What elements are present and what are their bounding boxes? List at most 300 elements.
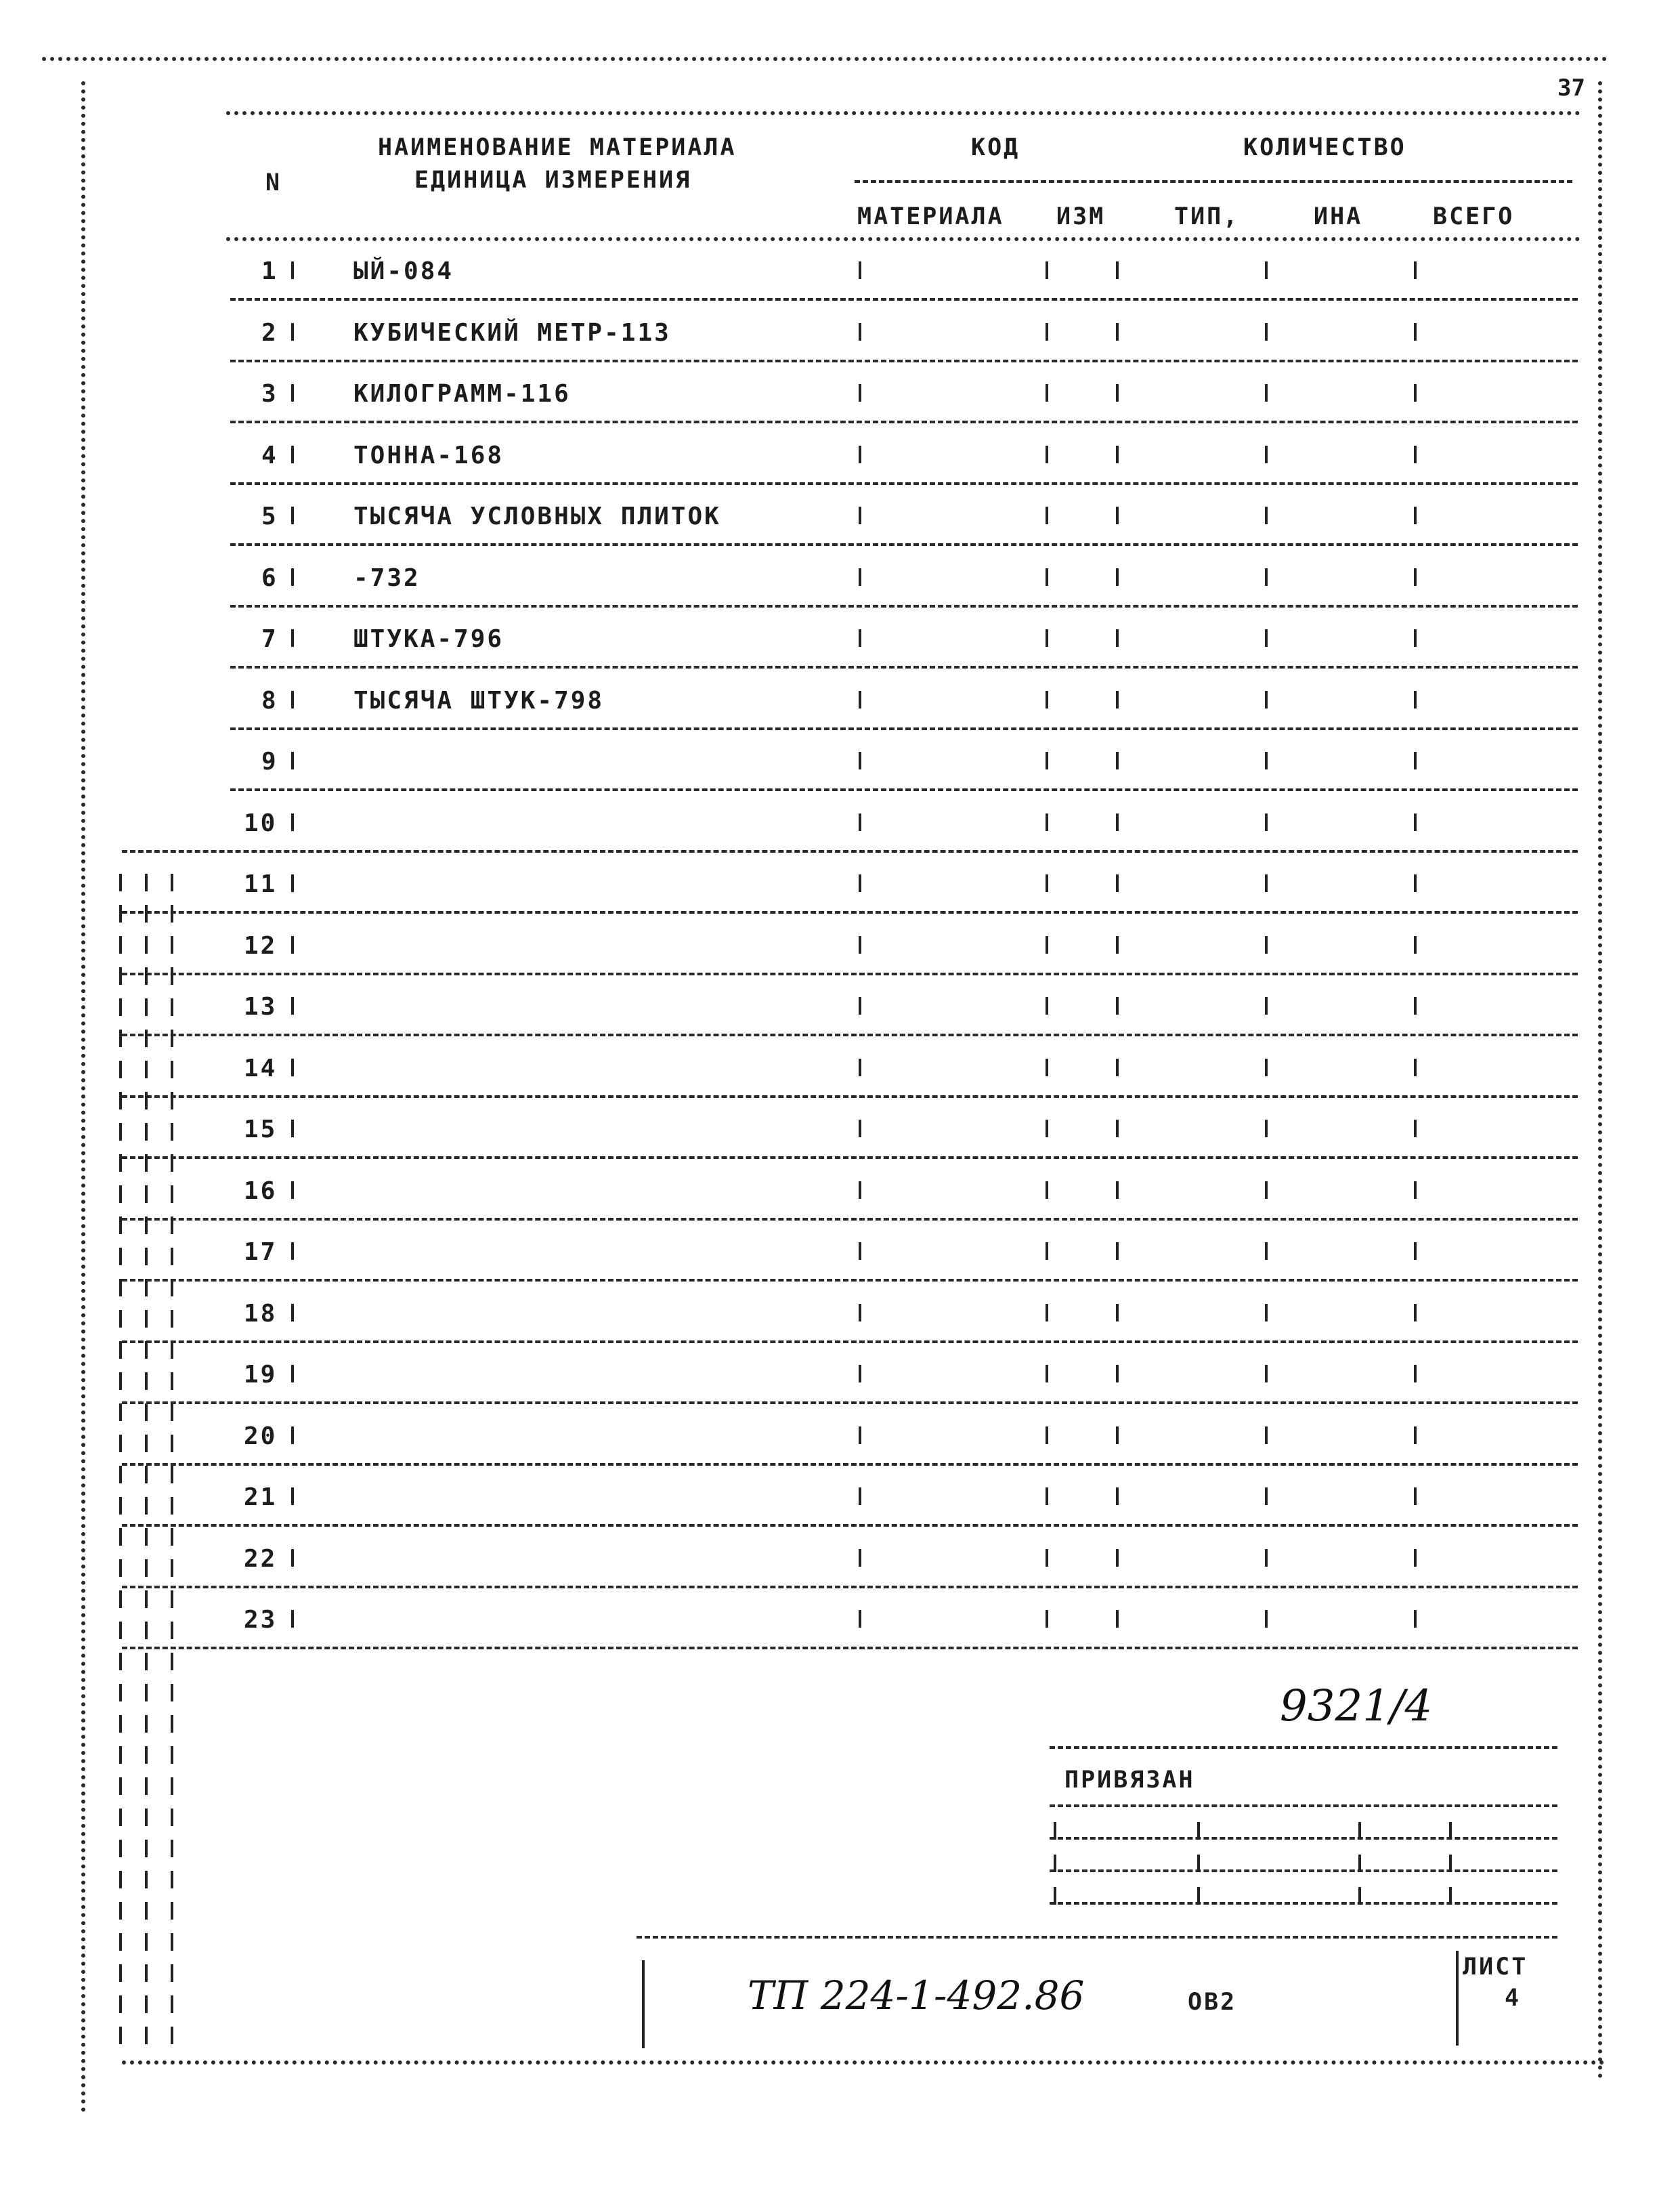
margin-tick — [119, 1964, 122, 1982]
margin-tick — [119, 1217, 122, 1234]
margin-tick — [119, 1092, 122, 1109]
cell-divider — [859, 1426, 861, 1444]
cell-divider — [859, 874, 861, 892]
header-name-line2: ЕДИНИЦА ИЗМЕРЕНИЯ — [414, 167, 692, 194]
stamp-tick — [1449, 1822, 1452, 1840]
margin-tick — [145, 1403, 148, 1421]
row-number: 21 — [244, 1483, 278, 1511]
cell-divider — [1414, 1242, 1417, 1260]
margin-tick — [119, 2027, 122, 2044]
cell-divider — [291, 1365, 294, 1382]
margin-tick — [145, 2027, 148, 2044]
cell-divider — [1265, 997, 1268, 1015]
cell-divider — [859, 1304, 861, 1321]
row-separator — [230, 727, 1578, 730]
cell-divider — [1116, 1365, 1119, 1382]
margin-tick — [145, 1030, 148, 1047]
cell-divider — [1414, 1549, 1417, 1567]
row-number: 17 — [244, 1238, 278, 1266]
margin-tick — [145, 1092, 148, 1109]
row-number: 15 — [244, 1116, 278, 1143]
cell-divider — [1116, 1181, 1119, 1199]
cell-divider — [1046, 261, 1048, 279]
margin-tick — [119, 1341, 122, 1359]
margin-tick — [171, 1341, 173, 1359]
cell-divider — [859, 1610, 861, 1628]
cell-divider — [1414, 384, 1417, 402]
stamp-tick — [1054, 1887, 1056, 1905]
cell-divider — [1265, 691, 1268, 708]
row-number: 7 — [261, 625, 278, 653]
row-number: 5 — [261, 503, 278, 530]
row-name: ТЫСЯЧА ШТУК-798 — [353, 687, 605, 715]
row-separator — [122, 1524, 1578, 1527]
row-separator — [230, 666, 1578, 669]
cell-divider — [291, 752, 294, 769]
stamp-line-4 — [1050, 1869, 1557, 1872]
cell-divider — [1046, 1426, 1048, 1444]
margin-tick — [171, 1528, 173, 1546]
cell-divider — [291, 568, 294, 586]
margin-tick — [145, 936, 148, 954]
cell-divider — [1116, 936, 1119, 954]
cell-divider — [1046, 1120, 1048, 1137]
margin-tick — [171, 1653, 173, 1670]
cell-divider — [1116, 691, 1119, 708]
margin-tick — [171, 1310, 173, 1328]
stamp-tick — [1197, 1855, 1200, 1872]
cell-divider — [291, 874, 294, 892]
margin-tick — [145, 1341, 148, 1359]
header-vsego: ВСЕГО — [1433, 203, 1515, 230]
margin-tick — [145, 1933, 148, 1951]
row-separator — [122, 850, 1578, 853]
margin-tick — [145, 1559, 148, 1577]
row-name: КИЛОГРАММ-116 — [353, 380, 571, 408]
cell-divider — [1265, 1304, 1268, 1321]
row-number: 11 — [244, 870, 278, 898]
margin-tick — [119, 1746, 122, 1764]
margin-tick — [119, 1248, 122, 1265]
stamp-right-line — [1456, 1951, 1459, 2046]
stamp-tick — [1449, 1887, 1452, 1905]
cell-divider — [1116, 323, 1119, 341]
margin-tick — [171, 1497, 173, 1515]
cell-divider — [1265, 1487, 1268, 1505]
cell-divider — [859, 1487, 861, 1505]
cell-divider — [1116, 629, 1119, 647]
header-tip: ТИП, — [1174, 203, 1240, 230]
stamp-tick — [1358, 1855, 1361, 1872]
row-name: ТЫСЯЧА УСЛОВНЫХ ПЛИТОК — [353, 503, 721, 530]
cell-divider — [1414, 507, 1417, 524]
cell-divider — [291, 446, 294, 463]
row-number: 8 — [261, 687, 278, 715]
margin-tick — [119, 1435, 122, 1452]
margin-tick — [171, 1248, 173, 1265]
margin-tick — [171, 1185, 173, 1203]
bottom-border — [122, 2060, 1605, 2065]
row-name: ШТУКА-796 — [353, 625, 504, 653]
stamp-top-line — [1050, 1746, 1557, 1749]
cell-divider — [1414, 1610, 1417, 1628]
cell-divider — [859, 1365, 861, 1382]
cell-divider — [1116, 752, 1119, 769]
margin-tick — [171, 1871, 173, 1888]
cell-divider — [859, 629, 861, 647]
cell-divider — [291, 261, 294, 279]
cell-divider — [291, 1304, 294, 1321]
margin-tick — [171, 1715, 173, 1733]
margin-tick — [145, 1497, 148, 1515]
margin-tick — [171, 1466, 173, 1483]
cell-divider — [1414, 446, 1417, 463]
margin-tick — [171, 1154, 173, 1172]
row-separator — [122, 1156, 1578, 1159]
header-ina: ИНА — [1314, 203, 1363, 230]
margin-tick — [145, 1310, 148, 1328]
cell-divider — [1414, 1426, 1417, 1444]
margin-tick — [145, 1715, 148, 1733]
margin-tick — [145, 1964, 148, 1982]
stamp-tick — [1054, 1822, 1056, 1840]
sheet-label: ЛИСТ — [1463, 1953, 1528, 1981]
cell-divider — [1265, 1426, 1268, 1444]
margin-tick — [171, 2027, 173, 2044]
cell-divider — [291, 507, 294, 524]
cell-divider — [291, 1426, 294, 1444]
margin-tick — [171, 1217, 173, 1234]
cell-divider — [1265, 629, 1268, 647]
margin-tick — [145, 1590, 148, 1608]
cell-divider — [1116, 261, 1119, 279]
row-separator — [230, 421, 1578, 423]
margin-tick — [171, 1061, 173, 1078]
cell-divider — [1265, 1242, 1268, 1260]
margin-tick — [171, 874, 173, 891]
margin-tick — [145, 1279, 148, 1296]
cell-divider — [291, 936, 294, 954]
cell-divider — [1046, 1610, 1048, 1628]
stamp-line-2 — [1050, 1804, 1557, 1807]
cell-divider — [1265, 752, 1268, 769]
stamp-line-5 — [1050, 1902, 1557, 1905]
cell-divider — [1265, 261, 1268, 279]
margin-tick — [145, 874, 148, 891]
cell-divider — [859, 752, 861, 769]
cell-divider — [1414, 691, 1417, 708]
margin-tick — [119, 998, 122, 1016]
header-num-col: N — [265, 169, 282, 196]
margin-tick — [171, 1746, 173, 1764]
cell-divider — [291, 1120, 294, 1137]
cell-divider — [1046, 752, 1048, 769]
section-code: ОВ2 — [1188, 1989, 1237, 2016]
cell-divider — [1046, 507, 1048, 524]
row-number: 2 — [261, 319, 278, 347]
stamp-privyazan: ПРИВЯЗАН — [1064, 1767, 1195, 1794]
margin-tick — [119, 1902, 122, 1920]
margin-tick — [171, 1403, 173, 1421]
row-separator — [122, 911, 1578, 914]
cell-divider — [859, 1549, 861, 1567]
cell-divider — [859, 813, 861, 831]
margin-tick — [145, 1372, 148, 1390]
margin-tick — [171, 1435, 173, 1452]
cell-divider — [291, 997, 294, 1015]
margin-tick — [171, 1622, 173, 1639]
cell-divider — [291, 1181, 294, 1199]
margin-tick — [119, 1279, 122, 1296]
row-number: 16 — [244, 1177, 278, 1205]
margin-tick — [171, 1030, 173, 1047]
cell-divider — [1265, 384, 1268, 402]
cell-divider — [859, 1181, 861, 1199]
margin-tick — [145, 905, 148, 923]
cell-divider — [1116, 1426, 1119, 1444]
row-number: 9 — [261, 748, 278, 776]
margin-tick — [119, 1310, 122, 1328]
cell-divider — [1046, 874, 1048, 892]
margin-tick — [171, 936, 173, 954]
margin-tick — [119, 1123, 122, 1141]
row-number: 20 — [244, 1422, 278, 1450]
cell-divider — [1265, 323, 1268, 341]
row-number: 18 — [244, 1300, 278, 1328]
margin-tick — [119, 1466, 122, 1483]
cell-divider — [1265, 446, 1268, 463]
row-name: -732 — [353, 564, 421, 592]
row-separator — [122, 1401, 1578, 1404]
cell-divider — [1116, 1242, 1119, 1260]
cell-divider — [1414, 997, 1417, 1015]
row-separator — [122, 1340, 1578, 1343]
cell-divider — [859, 1059, 861, 1076]
row-number: 14 — [244, 1055, 278, 1082]
handwritten-number: 9321/4 — [1280, 1681, 1433, 1731]
cell-divider — [1414, 874, 1417, 892]
cell-divider — [1414, 1365, 1417, 1382]
cell-divider — [1265, 1610, 1268, 1628]
margin-tick — [119, 1559, 122, 1577]
margin-tick — [119, 1684, 122, 1701]
row-separator — [230, 605, 1578, 608]
margin-tick — [119, 1622, 122, 1639]
stamp-tick — [1197, 1887, 1200, 1905]
row-separator — [122, 1034, 1578, 1036]
row-separator — [122, 973, 1578, 975]
margin-tick — [145, 967, 148, 985]
row-name: ТОННА-168 — [353, 442, 504, 469]
row-number: 4 — [261, 442, 278, 469]
cell-divider — [291, 384, 294, 402]
row-number: 6 — [261, 564, 278, 592]
cell-divider — [1414, 1181, 1417, 1199]
margin-tick — [145, 1684, 148, 1701]
stamp-tick — [1197, 1822, 1200, 1840]
margin-tick — [119, 1403, 122, 1421]
header-name-line1: НАИМЕНОВАНИЕ МАТЕРИАЛА — [378, 134, 737, 161]
cell-divider — [1046, 1304, 1048, 1321]
stamp-line-6 — [637, 1936, 1557, 1939]
header-kolichestvo: КОЛИЧЕСТВО — [1243, 134, 1406, 161]
margin-tick — [119, 1933, 122, 1951]
cell-divider — [859, 568, 861, 586]
cell-divider — [1265, 1059, 1268, 1076]
cell-divider — [1116, 568, 1119, 586]
header-izm: ИЗМ — [1056, 203, 1106, 230]
margin-tick — [119, 1372, 122, 1390]
margin-tick — [145, 1653, 148, 1670]
header-kod: КОД — [971, 134, 1020, 161]
cell-divider — [1265, 1181, 1268, 1199]
cell-divider — [1414, 568, 1417, 586]
cell-divider — [1116, 997, 1119, 1015]
row-number: 1 — [261, 257, 278, 285]
cell-divider — [1046, 446, 1048, 463]
cell-divider — [1116, 446, 1119, 463]
margin-tick — [145, 1435, 148, 1452]
cell-divider — [1414, 629, 1417, 647]
margin-tick — [145, 1840, 148, 1857]
cell-divider — [1046, 1487, 1048, 1505]
margin-tick — [145, 1622, 148, 1639]
page-number: 37 — [1557, 75, 1585, 102]
margin-tick — [145, 1902, 148, 1920]
header-materiala: МАТЕРИАЛА — [857, 203, 1004, 230]
cell-divider — [859, 997, 861, 1015]
sheet-number: 4 — [1505, 1985, 1522, 2012]
margin-tick — [145, 1995, 148, 2013]
cell-divider — [1265, 1549, 1268, 1567]
stamp-left-line — [642, 1960, 645, 2048]
margin-tick — [171, 1684, 173, 1701]
cell-divider — [859, 691, 861, 708]
margin-tick — [171, 998, 173, 1016]
right-border — [1598, 81, 1602, 2079]
cell-divider — [1414, 752, 1417, 769]
cell-divider — [1046, 568, 1048, 586]
cell-divider — [859, 384, 861, 402]
cell-divider — [291, 1242, 294, 1260]
row-number: 19 — [244, 1361, 278, 1389]
cell-divider — [859, 507, 861, 524]
row-separator — [230, 360, 1578, 362]
cell-divider — [1046, 1242, 1048, 1260]
row-number: 22 — [244, 1545, 278, 1573]
margin-tick — [145, 1248, 148, 1265]
cell-divider — [1116, 507, 1119, 524]
margin-tick — [119, 1715, 122, 1733]
margin-tick — [145, 1154, 148, 1172]
margin-tick — [145, 1061, 148, 1078]
margin-tick — [119, 874, 122, 891]
cell-divider — [1046, 1549, 1048, 1567]
margin-tick — [171, 1808, 173, 1826]
row-separator — [122, 1586, 1578, 1588]
stamp-tick — [1358, 1822, 1361, 1840]
row-separator — [122, 1647, 1578, 1649]
cell-divider — [1046, 691, 1048, 708]
header-top-border — [226, 111, 1580, 115]
row-name: КУБИЧЕСКИЙ МЕТР-113 — [353, 319, 671, 347]
margin-tick — [171, 1372, 173, 1390]
cell-divider — [1414, 261, 1417, 279]
margin-tick — [119, 1808, 122, 1826]
margin-tick — [119, 1840, 122, 1857]
margin-tick — [145, 1528, 148, 1546]
row-number: 13 — [244, 993, 278, 1021]
cell-divider — [1116, 384, 1119, 402]
margin-tick — [171, 967, 173, 985]
cell-divider — [1116, 1304, 1119, 1321]
cell-divider — [1116, 1549, 1119, 1567]
margin-tick — [171, 1902, 173, 1920]
top-border — [42, 57, 1608, 61]
cell-divider — [1046, 384, 1048, 402]
cell-divider — [291, 1487, 294, 1505]
margin-tick — [119, 1497, 122, 1515]
cell-divider — [1265, 874, 1268, 892]
margin-tick — [171, 1559, 173, 1577]
margin-tick — [171, 1840, 173, 1857]
cell-divider — [1116, 1610, 1119, 1628]
cell-divider — [291, 813, 294, 831]
margin-tick — [145, 1746, 148, 1764]
cell-divider — [1046, 936, 1048, 954]
cell-divider — [1116, 813, 1119, 831]
cell-divider — [1265, 1365, 1268, 1382]
cell-divider — [859, 1242, 861, 1260]
margin-tick — [119, 936, 122, 954]
cell-divider — [1046, 997, 1048, 1015]
row-separator — [230, 482, 1578, 485]
cell-divider — [1265, 936, 1268, 954]
header-bottom-border — [226, 237, 1580, 241]
margin-tick — [171, 1777, 173, 1795]
margin-tick — [119, 1995, 122, 2013]
cell-divider — [1046, 1181, 1048, 1199]
left-border — [81, 81, 85, 2113]
cell-divider — [1046, 813, 1048, 831]
cell-divider — [1414, 936, 1417, 954]
cell-divider — [1046, 1059, 1048, 1076]
margin-tick — [171, 905, 173, 923]
cell-divider — [859, 446, 861, 463]
cell-divider — [1414, 1304, 1417, 1321]
margin-tick — [145, 998, 148, 1016]
row-number: 23 — [244, 1606, 278, 1634]
row-number: 10 — [244, 809, 278, 837]
margin-tick — [119, 1777, 122, 1795]
cell-divider — [291, 1059, 294, 1076]
margin-tick — [145, 1185, 148, 1203]
cell-divider — [1046, 323, 1048, 341]
cell-divider — [1116, 1120, 1119, 1137]
cell-divider — [1046, 629, 1048, 647]
cell-divider — [859, 323, 861, 341]
margin-tick — [145, 1217, 148, 1234]
cell-divider — [1414, 1120, 1417, 1137]
cell-divider — [1265, 1120, 1268, 1137]
margin-tick — [145, 1808, 148, 1826]
row-separator — [122, 1279, 1578, 1282]
margin-tick — [145, 1777, 148, 1795]
margin-tick — [171, 1590, 173, 1608]
margin-tick — [119, 1154, 122, 1172]
margin-tick — [145, 1871, 148, 1888]
cell-divider — [1116, 874, 1119, 892]
